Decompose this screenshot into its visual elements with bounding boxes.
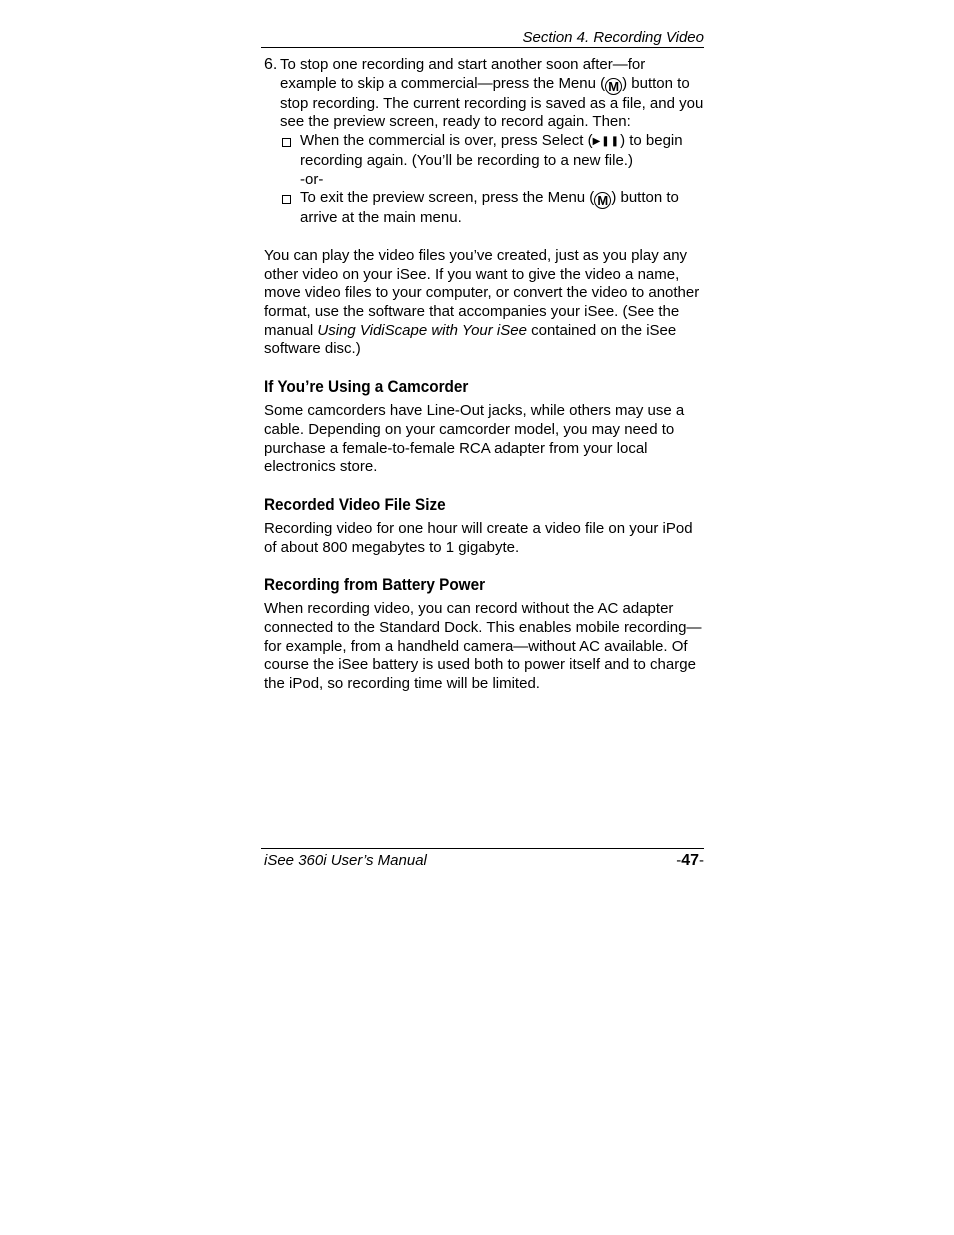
header-rule <box>261 47 704 48</box>
play-pause-icon: ▶❚❚ <box>592 136 621 148</box>
page-number: -47- <box>676 852 704 869</box>
manual-title: Using VidiScape with Your iSee <box>317 321 527 339</box>
step-number: 6. <box>264 56 278 73</box>
options-list <box>280 132 704 228</box>
filesize-body: Recording video for one hour will create a video file on your iPod of about 800 megabytes to 1 gigabyte. <box>264 519 693 556</box>
list-item: To exit the preview screen, press the Menu ( M ) button to arrive at the main menu. <box>280 189 704 228</box>
footer-manual-name: iSee 360i User’s Manual <box>264 852 427 869</box>
footer-rule <box>261 848 704 849</box>
checkbox-bullet-icon <box>282 195 291 204</box>
or-separator: -or- <box>300 170 324 188</box>
list-item: When the commercial is over, press Select (▶❚❚) to begin recording again. (You’ll be recording to a new file.) -or- <box>280 132 704 189</box>
running-header: Section 4. Recording Video <box>522 29 704 46</box>
step-6 <box>264 56 704 228</box>
camcorder-body: Some camcorders have Line-Out jacks, while others may use a cable. Depending on your camcorder model, you may need to purchase a female-to-female RCA adapter from your local electronics store. <box>264 402 685 476</box>
checkbox-bullet-icon <box>282 138 291 147</box>
step-6-text: To stop one recording and start another soon after—for example to skip a commercial—press the Menu ( M ) button to stop recording. The current recording is saved as a file, and you see the preview screen, ready to record again. Then: <box>280 56 704 131</box>
camcorder-heading: If You’re Using a Camcorder <box>264 377 469 397</box>
menu-button-icon: M <box>605 78 622 95</box>
playback-paragraph: You can play the video files you’ve created, just as you play any other video on your iSee. If you want to give the video a name, move video files to your computer, or convert the video to another format, use the software that accompanies your iSee. (See the manual Using VidiScape with Your iSee contained on the iSee software disc.) <box>264 246 700 358</box>
battery-body: When recording video, you can record without the AC adapter connected to the Standard Dock. This enables mobile recording—for example, from a handheld camera—without AC available. Of course the iSee battery is used both to power itself and to charge the iPod, so recording time will be limited. <box>264 600 702 693</box>
battery-heading: Recording from Battery Power <box>264 575 486 595</box>
filesize-heading: Recorded Video File Size <box>264 494 446 514</box>
step-body <box>280 56 704 228</box>
page-content <box>264 56 704 694</box>
menu-button-icon: M <box>594 192 611 209</box>
